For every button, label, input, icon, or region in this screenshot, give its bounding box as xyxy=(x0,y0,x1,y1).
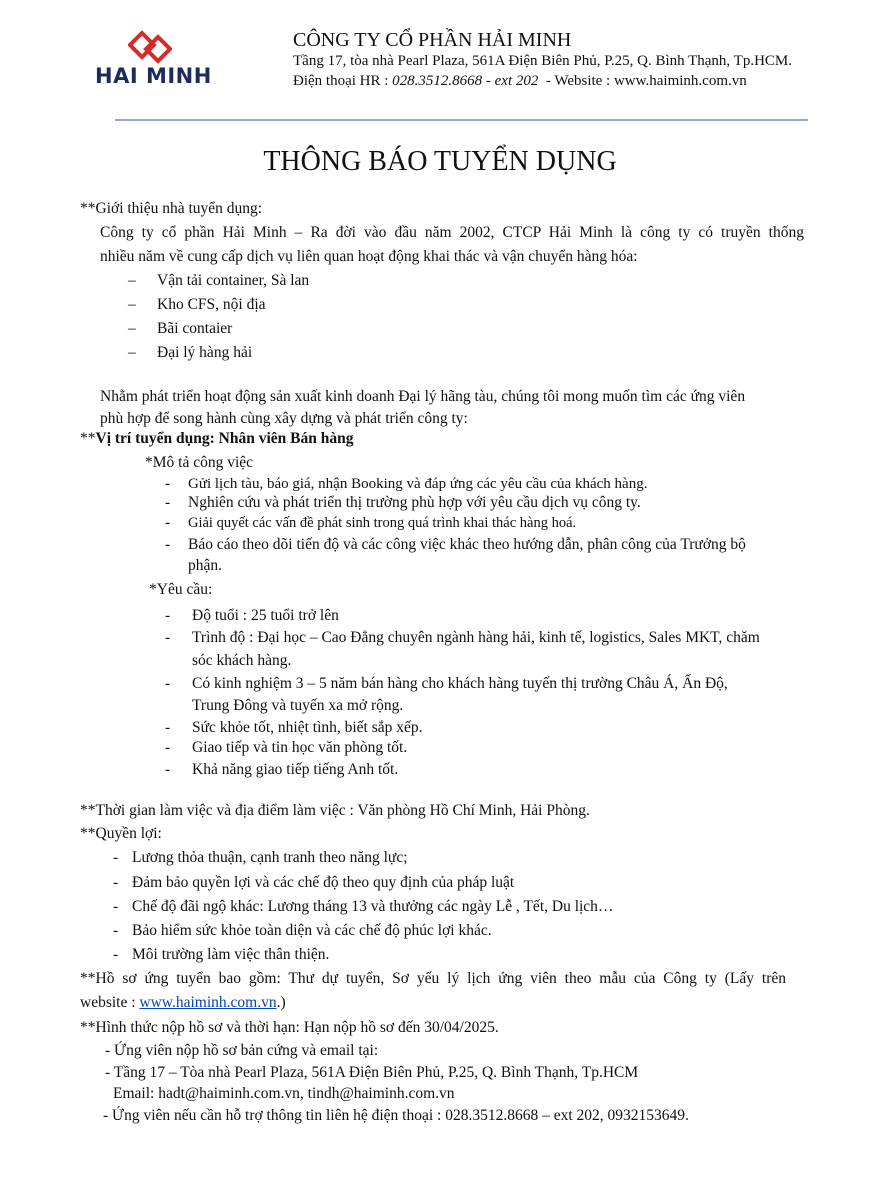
submission-email: Email: hadt@haiminh.com.vn, tindh@haiminh.com.vn xyxy=(113,1085,455,1102)
benefit-item: Bảo hiểm sức khỏe toàn diện và các chế độ phúc lợi khác. xyxy=(132,922,492,939)
req-item: Độ tuổi : 25 tuổi trở lên xyxy=(192,607,339,624)
bullet-dash: - xyxy=(165,514,171,531)
intro-para: Nhằm phát triển hoạt động sản xuất kinh doanh Đại lý hãng tàu, chúng tôi mong muốn tìm các ứng viên xyxy=(100,388,746,405)
bullet-dash: - xyxy=(165,675,171,692)
bullet-dash: – xyxy=(128,344,136,361)
position-heading xyxy=(80,429,353,449)
req-item: Có kinh nghiệm 3 – 5 năm bán hàng cho khách hàng tuyến thị trường Châu Á, Ấn Độ, xyxy=(192,675,728,692)
website-link[interactable]: www.haiminh.com.vn xyxy=(139,994,277,1011)
website-text: - Website : www.haiminh.com.vn xyxy=(538,73,747,89)
logo-text: HAI MINH xyxy=(95,64,212,88)
req-item: Trình độ : Đại học – Cao Đẳng chuyên ngành hàng hải, kinh tế, logistics, Sales MKT, chăm xyxy=(192,629,760,646)
desc-item: Gửi lịch tàu, báo giá, nhận Booking và đáp ứng các yêu cầu của khách hàng. xyxy=(188,476,648,492)
bullet-dash: - xyxy=(165,494,171,511)
benefits-heading: **Quyền lợi: xyxy=(80,825,162,842)
phone-number: 028.3512.8668 - ext 202 xyxy=(392,73,539,89)
bullet-dash: - xyxy=(165,761,171,778)
bullet-dash: – xyxy=(128,272,136,289)
website-label: website : xyxy=(80,994,140,1011)
submission-contact: - Ứng viên nếu cần hỗ trợ thông tin liên hệ điện thoại : 028.3512.8668 – ext 202, 0932153649. xyxy=(103,1107,689,1124)
req-item: Giao tiếp và tin học văn phòng tốt. xyxy=(192,739,408,756)
submission-line: - Ứng viên nộp hồ sơ bản cứng và email tại: xyxy=(105,1042,379,1059)
phone-label: Điện thoại HR : xyxy=(293,73,393,89)
bullet-dash: - xyxy=(165,719,171,736)
intro-para: phù hợp để song hành cùng xây dựng và phát triển công ty: xyxy=(100,410,468,427)
service-item: Đại lý hàng hải xyxy=(157,344,253,361)
bullet-dash: - xyxy=(165,536,171,553)
prefix: ** xyxy=(80,430,96,447)
req-item: Sức khỏe tốt, nhiệt tình, biết sắp xếp. xyxy=(192,719,423,736)
req-item-cont: Trung Đông và tuyến xa mở rộng. xyxy=(192,697,404,714)
desc-item: Giải quyết các vấn đề phát sinh trong quá trình khai thác hàng hoá. xyxy=(188,515,577,531)
bullet-dash: - xyxy=(165,629,171,646)
bullet-dash: - xyxy=(113,922,119,939)
bullet-dash: - xyxy=(113,898,119,915)
company-name: CÔNG TY CỔ PHẦN HẢI MINH xyxy=(293,29,572,51)
worktime: **Thời gian làm việc và địa điểm làm việc : Văn phòng Hồ Chí Minh, Hải Phòng. xyxy=(80,802,590,819)
submission-heading: **Hình thức nộp hồ sơ và thời hạn: Hạn nộp hồ sơ đến 30/04/2025. xyxy=(80,1019,499,1036)
bullet-dash: - xyxy=(165,739,171,756)
bullet-dash: - xyxy=(165,475,171,492)
benefit-item: Lương thỏa thuận, cạnh tranh theo năng lực; xyxy=(132,849,408,866)
service-item: Bãi contaier xyxy=(157,320,233,337)
bullet-dash: - xyxy=(113,874,119,891)
desc-heading: *Mô tả công việc xyxy=(145,454,254,471)
desc-item-cont: phận. xyxy=(188,557,223,574)
intro-para: nhiều năm về cung cấp dịch vụ liên quan hoạt động khai thác và vận chuyển hàng hóa: xyxy=(100,248,638,265)
service-item: Vận tải container, Sà lan xyxy=(157,272,310,289)
page-title: THÔNG BÁO TUYỂN DỤNG xyxy=(263,146,617,177)
company-contact xyxy=(293,71,747,91)
bullet-dash: - xyxy=(113,946,119,963)
req-item-cont: sóc khách hàng. xyxy=(192,652,292,669)
req-item: Khả năng giao tiếp tiếng Anh tốt. xyxy=(192,761,399,778)
intro-para: Công ty cổ phần Hải Minh – Ra đời vào đầu năm 2002, CTCP Hải Minh là công ty có truyền thống xyxy=(100,224,804,241)
desc-item: Báo cáo theo dõi tiến độ và các công việc khác theo hướng dẫn, phân công của Trưởng bộ xyxy=(188,536,746,553)
company-address: Tầng 17, tòa nhà Pearl Plaza, 561A Điện Biên Phủ, P.25, Q. Bình Thạnh, Tp.HCM. xyxy=(293,53,792,69)
service-item: Kho CFS, nội địa xyxy=(157,296,266,313)
bullet-dash: – xyxy=(128,296,136,313)
bullet-dash: - xyxy=(165,607,171,624)
dossier-website xyxy=(80,993,286,1013)
req-heading: *Yêu cầu: xyxy=(149,581,213,598)
bullet-dash: – xyxy=(128,320,136,337)
bullet-dash: - xyxy=(113,849,119,866)
benefit-item: Đảm bảo quyền lợi và các chế độ theo quy định của pháp luật xyxy=(132,874,515,891)
intro-heading: **Giới thiệu nhà tuyển dụng: xyxy=(80,200,263,217)
dossier-line: **Hồ sơ ứng tuyển bao gồm: Thư dự tuyển, Sơ yếu lý lịch ứng viên theo mẫu của Công ty (Lấy trên xyxy=(80,970,786,987)
suffix: .) xyxy=(276,994,286,1011)
company-logo-icon xyxy=(128,30,172,64)
benefit-item: Môi trường làm việc thân thiện. xyxy=(132,946,330,963)
desc-item: Nghiên cứu và phát triển thị trường phù hợp với yêu cầu dịch vụ công ty. xyxy=(188,494,641,511)
position-title: Vị trí tuyển dụng: Nhân viên Bán hàng xyxy=(95,430,354,447)
submission-address: - Tầng 17 – Tòa nhà Pearl Plaza, 561A Điện Biên Phủ, P.25, Q. Bình Thạnh, Tp.HCM xyxy=(105,1064,639,1081)
header-divider xyxy=(115,119,808,121)
benefit-item: Chế độ đãi ngộ khác: Lương tháng 13 và thưởng các ngày Lễ , Tết, Du lịch… xyxy=(132,898,614,915)
